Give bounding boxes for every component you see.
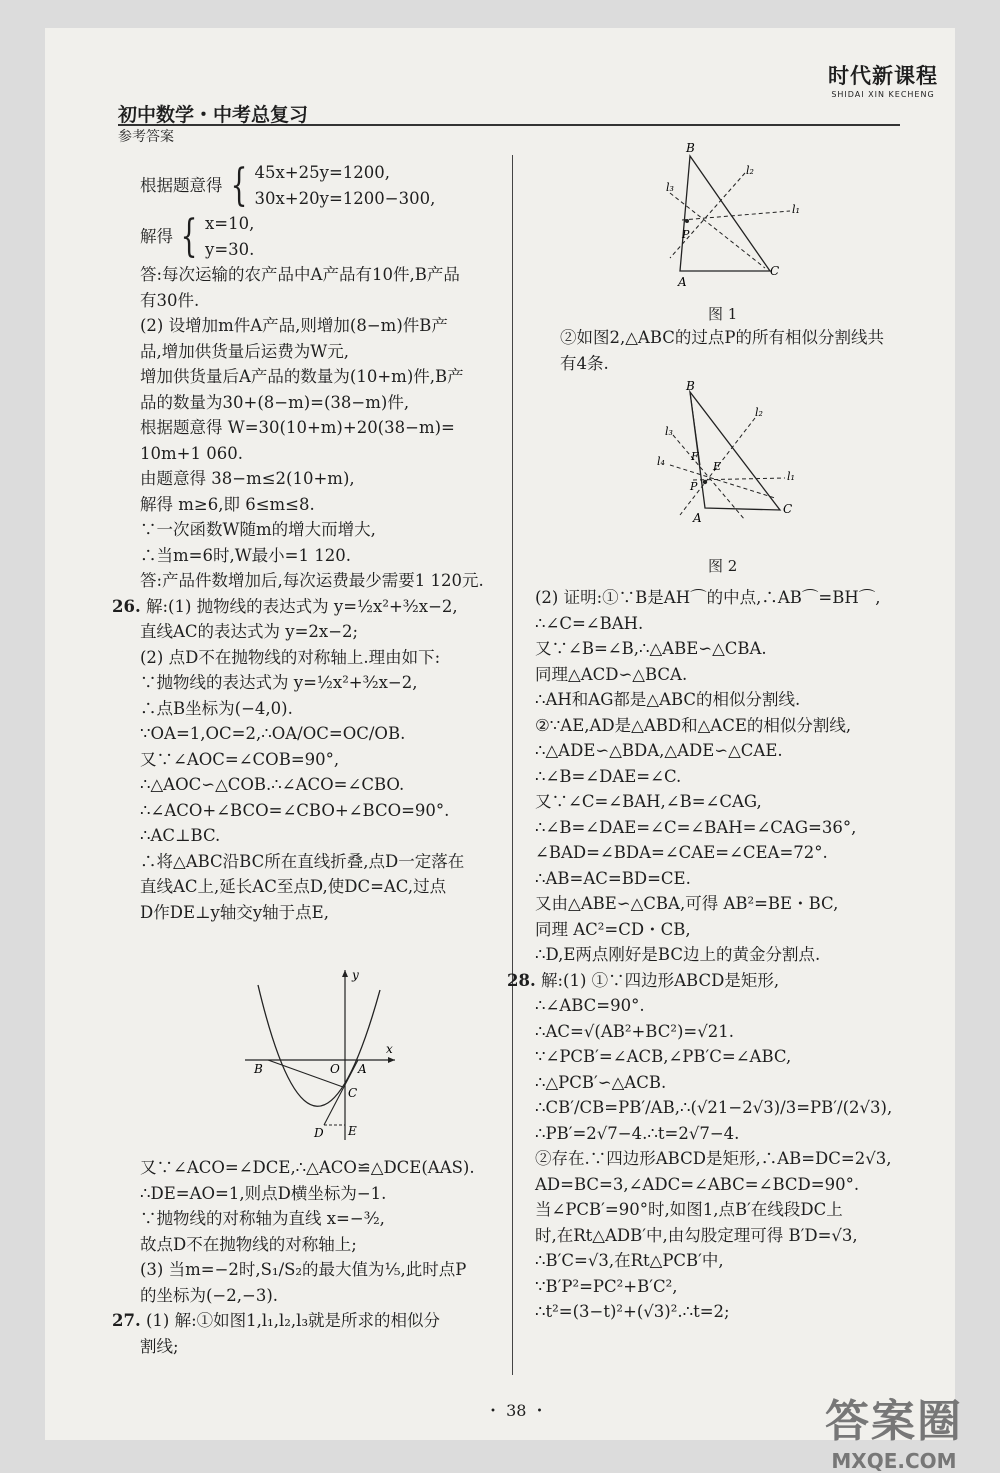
- text-line: ∴将△ABC沿BC所在直线折叠,点D一定落在: [140, 851, 465, 871]
- text-line: ②∵AE,AD是△ABD和△ACE的相似分割线,: [535, 715, 852, 735]
- text-line: 品,增加供货量后运费为W元,: [140, 341, 349, 361]
- label-l3: l₃: [666, 181, 674, 194]
- equation: y=30.: [205, 239, 255, 259]
- x-axis-arrow-icon: [388, 1057, 395, 1063]
- text-line: ∵OA=1,OC=2,∴OA/OC=OC/OB.: [140, 724, 406, 743]
- equation-system-2: [140, 211, 500, 262]
- text-line: 有4条.: [560, 353, 609, 373]
- problem-26: [112, 594, 500, 620]
- brand-cn: 时代新课程: [828, 64, 938, 88]
- text-line: 根据题意得: [140, 175, 223, 195]
- text-line: ②如图2,△ABC的过点P的所有相似分割线共: [560, 328, 885, 347]
- parabola-curve: [258, 985, 380, 1106]
- label-x: x: [386, 1042, 393, 1056]
- text-line: 时,在Rt△ADB′中,由勾股定理可得 B′D=√3,: [535, 1225, 858, 1245]
- line-l4: [670, 465, 775, 498]
- text-line: 同理 AC²=CD・CB,: [535, 919, 691, 939]
- text-line: 有30件.: [140, 290, 200, 310]
- text-line: ∴点B坐标为(−4,0).: [140, 698, 293, 718]
- site-watermark: [825, 1385, 963, 1473]
- text-line: ∠BAD=∠BDA=∠CAE=∠CEA=72°.: [535, 843, 828, 862]
- point-p: [703, 480, 707, 484]
- text-line: ∴DE=AO=1,则点D横坐标为−1.: [140, 1183, 387, 1203]
- line-l3: [673, 435, 745, 520]
- text-line: (3) 当m=−2时,S₁/S₂的最大值为⅕,此时点P: [140, 1260, 467, 1279]
- label-c: C: [783, 502, 793, 516]
- figure-1: [640, 138, 820, 298]
- text-line: ∴△ADE∽△BDA,△ADE∽△CAE.: [535, 741, 783, 760]
- text-line: ∴∠ABC=90°.: [535, 996, 645, 1015]
- equation: 30x+20y=1200−300,: [254, 188, 436, 208]
- text-line: (2) 设增加m件A产品,则增加(8−m)件B产: [140, 316, 448, 335]
- parabola-figure: [240, 965, 400, 1145]
- fig2-text: [560, 325, 905, 376]
- text-line: ∴t²=(3−t)²+(√3)².∴t=2;: [535, 1302, 730, 1321]
- text-line: 解:(1) ①∵四边形ABCD是矩形,: [540, 970, 780, 990]
- label-f: F: [691, 450, 699, 463]
- text-line: ②存在.∵四边形ABCD是矩形,∴AB=DC=2√3,: [535, 1149, 892, 1168]
- text-line: 根据题意得 W=30(10+m)+20(38−m)=: [140, 418, 455, 437]
- text-line: ∴AB=AC=BD=CE.: [535, 868, 691, 888]
- text-line: ∴PB′=2√7−4.∴t=2√7−4.: [535, 1123, 740, 1143]
- text-line: ∴∠C=∠BAH.: [535, 613, 644, 633]
- equation-lines: [205, 211, 254, 262]
- label-l3: l₃: [665, 425, 673, 438]
- brand-en: SHIDAI XIN KECHENG: [831, 90, 935, 99]
- text-line: 解:(1) 抛物线的表达式为 y=½x²+³⁄₂x−2,: [145, 596, 458, 616]
- text-line: ∵∠PCB′=∠ACB,∠PB′C=∠ABC,: [535, 1047, 792, 1066]
- text-line: ∴△AOC∽△COB.∴∠ACO=∠CBO.: [140, 775, 405, 794]
- text-line: ∴∠B=∠DAE=∠C=∠BAH=∠CAG=36°,: [535, 817, 857, 837]
- text-line: ∴∠B=∠DAE=∠C.: [535, 766, 682, 786]
- text-line: 品的数量为30+(8−m)=(38−m)件,: [140, 392, 410, 412]
- text-line: ∴AH和AG都是△ABC的相似分割线.: [535, 690, 801, 709]
- figure-2: [635, 380, 820, 530]
- label-l2: l₂: [755, 406, 763, 419]
- text-line: 直线AC的表达式为 y=2x−2;: [140, 622, 359, 641]
- text-line: 答:产品件数增加后,每次运费最少需要1 120元.: [140, 571, 484, 590]
- text-line: ∵一次函数W随m的增大而增大,: [140, 520, 376, 539]
- problem-28: [507, 968, 880, 994]
- label-d: D: [314, 1126, 324, 1140]
- text-line: 又∵∠C=∠BAH,∠B=∠CAG,: [535, 792, 762, 811]
- text-line: ∴B′C=√3,在Rt△PCB′中,: [535, 1251, 724, 1270]
- label-b: B: [254, 1062, 263, 1076]
- problem-number: 26.: [112, 596, 141, 616]
- point-p: [685, 219, 689, 223]
- label-b: B: [686, 380, 695, 393]
- problem-number: 27.: [112, 1311, 141, 1330]
- label-y: y: [352, 968, 359, 982]
- watermark-url: MXQE.COM: [831, 1449, 957, 1473]
- text-line: 又由△ABE∽△CBA,可得 AB²=BE・BC,: [535, 894, 839, 913]
- text-line: 又∵∠B=∠B,∴△ABE∽△CBA.: [535, 639, 767, 658]
- label-a: A: [358, 1062, 367, 1076]
- text-line: 解得 m≥6,即 6≤m≤8.: [140, 494, 315, 514]
- text-line: 10m+1 060.: [140, 443, 243, 463]
- text-line: ∴CB′/CB=PB′/AB,∴(√21−2√3)/3=PB′/(2√3),: [535, 1098, 893, 1117]
- triangle-abc: [680, 156, 770, 271]
- page-number: ・ 38 ・: [485, 1401, 548, 1420]
- label-e: E: [348, 1124, 357, 1138]
- series-title: 初中数学・中考总复习: [118, 104, 309, 126]
- label-p: P: [682, 228, 690, 241]
- column-divider: [512, 155, 513, 1375]
- label-e: E: [713, 460, 722, 473]
- watermark-text: 答案圈: [825, 1396, 963, 1447]
- text-line: 故点D不在抛物线的对称轴上;: [140, 1234, 357, 1254]
- text-line: (2) 点D不在抛物线的对称轴上.理由如下:: [140, 647, 441, 667]
- text-line: 直线AC上,延长AC至点D,使DC=AC,过点: [140, 877, 447, 896]
- y-axis-arrow-icon: [342, 970, 348, 977]
- text-line: ∴∠ACO+∠BCO=∠CBO+∠BCO=90°.: [140, 800, 450, 820]
- label-a: A: [693, 511, 702, 525]
- text-line: ∵抛物线的表达式为 y=½x²+³⁄₂x−2,: [140, 673, 418, 692]
- figure-1-caption: 图 1: [708, 305, 738, 323]
- label-l4: l₄: [657, 455, 665, 468]
- equation: x=10,: [205, 214, 255, 233]
- label-l2: l₂: [746, 164, 754, 177]
- text-line: ∴△PCB′∽△ACB.: [535, 1072, 667, 1092]
- equation-system-1: [140, 160, 500, 211]
- label-b: B: [686, 141, 695, 155]
- label-c: C: [770, 264, 780, 278]
- triangle-abc: [690, 392, 780, 510]
- text-line: (1) 解:①如图1,l₁,l₂,l₃就是所求的相似分: [145, 1311, 441, 1330]
- text-line: 的坐标为(−2,−3).: [140, 1285, 279, 1305]
- brace-icon: {: [180, 210, 198, 262]
- text-line: 又∵∠AOC=∠COB=90°,: [140, 749, 340, 769]
- label-o: O: [330, 1062, 340, 1076]
- left-column: [112, 159, 500, 1359]
- text-line: ∴当m=6时,W最小=1 120.: [140, 545, 351, 565]
- text-line: 由题意得 38−m≤2(10+m),: [140, 469, 355, 488]
- label-a: A: [678, 275, 687, 289]
- label-p: P: [690, 480, 698, 493]
- section-subtitle: 参考答案: [118, 129, 174, 145]
- text-line: (2) 证明:①∵B是AH⌒的中点,∴AB⌒=BH⌒,: [535, 588, 881, 607]
- text-line: 又∵∠ACO=∠DCE,∴△ACO≌△DCE(AAS).: [140, 1158, 475, 1177]
- figure-2-caption: 图 2: [708, 557, 738, 575]
- label-l1: l₁: [792, 203, 800, 216]
- text-line: 割线;: [140, 1336, 179, 1356]
- text-line: 当∠PCB′=90°时,如图1,点B′在线段DC上: [535, 1200, 843, 1219]
- text-line: ∴AC=√(AB²+BC²)=√21.: [535, 1021, 734, 1041]
- label-l1: l₁: [787, 470, 795, 483]
- right-column: [507, 585, 893, 1325]
- text-line: 答:每次运输的农产品中A产品有10件,B产品: [140, 265, 460, 284]
- text-line: ∴D,E两点刚好是BC边上的黄金分割点.: [535, 945, 821, 964]
- text-line: ∵B′P²=PC²+B′C²,: [535, 1276, 678, 1296]
- text-line: 增加供货量后A产品的数量为(10+m)件,B产: [140, 367, 464, 386]
- text-line: D作DE⊥y轴交y轴于点E,: [140, 902, 329, 922]
- text-line: 同理△ACD∽△BCA.: [535, 664, 688, 684]
- problem-27: [112, 1308, 500, 1334]
- brand-logo: [828, 60, 938, 99]
- problem-number: 28.: [507, 970, 536, 990]
- equation-lines: [255, 160, 436, 211]
- text-line: 解得: [140, 226, 173, 246]
- label-c: C: [348, 1086, 358, 1100]
- text-line: ∵抛物线的对称轴为直线 x=−³⁄₂,: [140, 1209, 385, 1228]
- text-line: ∴AC⊥BC.: [140, 826, 221, 845]
- brace-icon: {: [230, 159, 247, 211]
- equation: 45x+25y=1200,: [254, 163, 391, 182]
- text-line: AD=BC=3,∠ADC=∠ABC=∠BCD=90°.: [535, 1174, 860, 1194]
